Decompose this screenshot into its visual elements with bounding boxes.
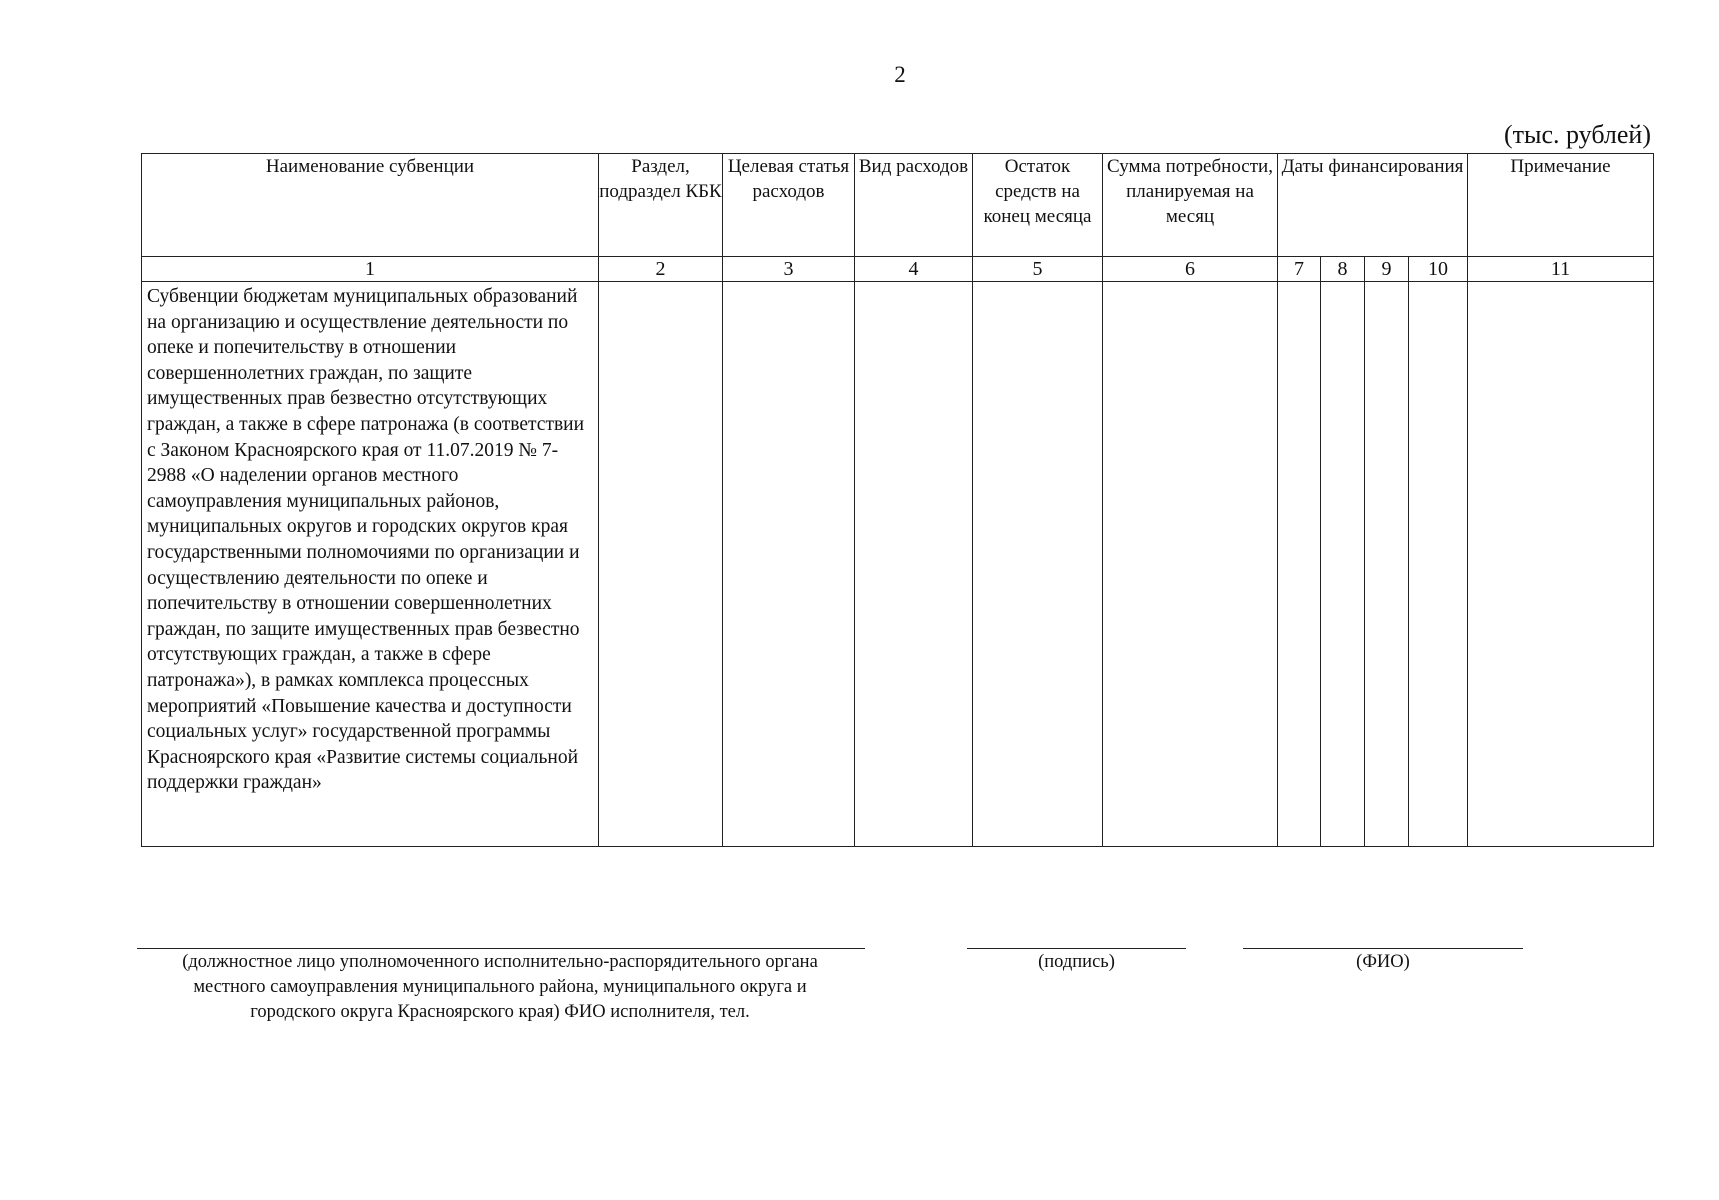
header-expense-type: Вид расходов xyxy=(855,154,973,257)
signature-caption: (подпись) xyxy=(1038,952,1115,972)
table-row xyxy=(142,282,1654,847)
signature-line xyxy=(967,948,1186,949)
planned-amount-cell xyxy=(1103,282,1278,847)
header-balance: Остаток средств на конец месяца xyxy=(973,154,1103,257)
financing-date-cell xyxy=(1321,282,1365,847)
financing-date-cell xyxy=(1278,282,1321,847)
column-number: 1 xyxy=(142,257,599,282)
header-subvention-name: Наименование субвенции xyxy=(142,154,599,257)
header-row xyxy=(142,154,1654,257)
fio-line xyxy=(1243,948,1523,949)
header-section-kbk: Раздел, подраздел КБК xyxy=(599,154,723,257)
column-number: 8 xyxy=(1321,257,1365,282)
column-number: 10 xyxy=(1409,257,1468,282)
financing-date-cell xyxy=(1365,282,1409,847)
section-kbk-cell xyxy=(599,282,723,847)
units-label: (тыс. рублей) xyxy=(1503,120,1651,149)
column-number: 6 xyxy=(1103,257,1278,282)
expense-type-cell xyxy=(855,282,973,847)
page-number: 2 xyxy=(894,62,906,87)
fio-caption: (ФИО) xyxy=(1356,952,1410,972)
column-number: 2 xyxy=(599,257,723,282)
financing-date-cell xyxy=(1409,282,1468,847)
target-article-cell xyxy=(723,282,855,847)
column-number: 3 xyxy=(723,257,855,282)
official-caption: (должностное лицо уполномоченного исполнительно-распорядительного органа местного самоуправления муниципального района, муниципального округа и городского округа Красноярского края) ФИО исполнителя, тел. xyxy=(182,952,818,1022)
subvention-name-cell: Субвенции бюджетам муниципальных образований на организацию и осуществление деятельности по опеке и попечительству в отношении совершеннолетних граждан, по защите имущественных прав безвестно отсутствующих граждан, а также в сфере патронажа (в соответствии с Законом Красноярского края от 11.07.2019 № 7-2988 «О наделении органов местного самоуправления муниципальных районов, муниципальных округов и городских округов края государственными полномочиями по организации и осуществлению деятельности по опеке и попечительству в отношении совершеннолетних граждан, по защите имущественных прав безвестно отсутствующих граждан, а также в сфере патронажа»), в рамках комплекса процессных мероприятий «Повышение качества и доступности социальных услуг» государственной программы Красноярского края «Развитие системы социальной поддержки граждан» xyxy=(142,282,599,847)
column-number: 4 xyxy=(855,257,973,282)
subvention-table xyxy=(141,153,1654,847)
balance-cell xyxy=(973,282,1103,847)
column-number: 9 xyxy=(1365,257,1409,282)
note-cell xyxy=(1468,282,1654,847)
column-number-row xyxy=(142,257,1654,282)
column-number: 7 xyxy=(1278,257,1321,282)
header-target-article: Целевая статья расходов xyxy=(723,154,855,257)
official-signature-line xyxy=(137,948,865,949)
header-planned-amount: Сумма потребности, планируемая на месяц xyxy=(1103,154,1278,257)
header-note: Примечание xyxy=(1468,154,1654,257)
header-financing-dates: Даты финансирования xyxy=(1278,154,1468,257)
column-number: 11 xyxy=(1468,257,1654,282)
column-number: 5 xyxy=(973,257,1103,282)
